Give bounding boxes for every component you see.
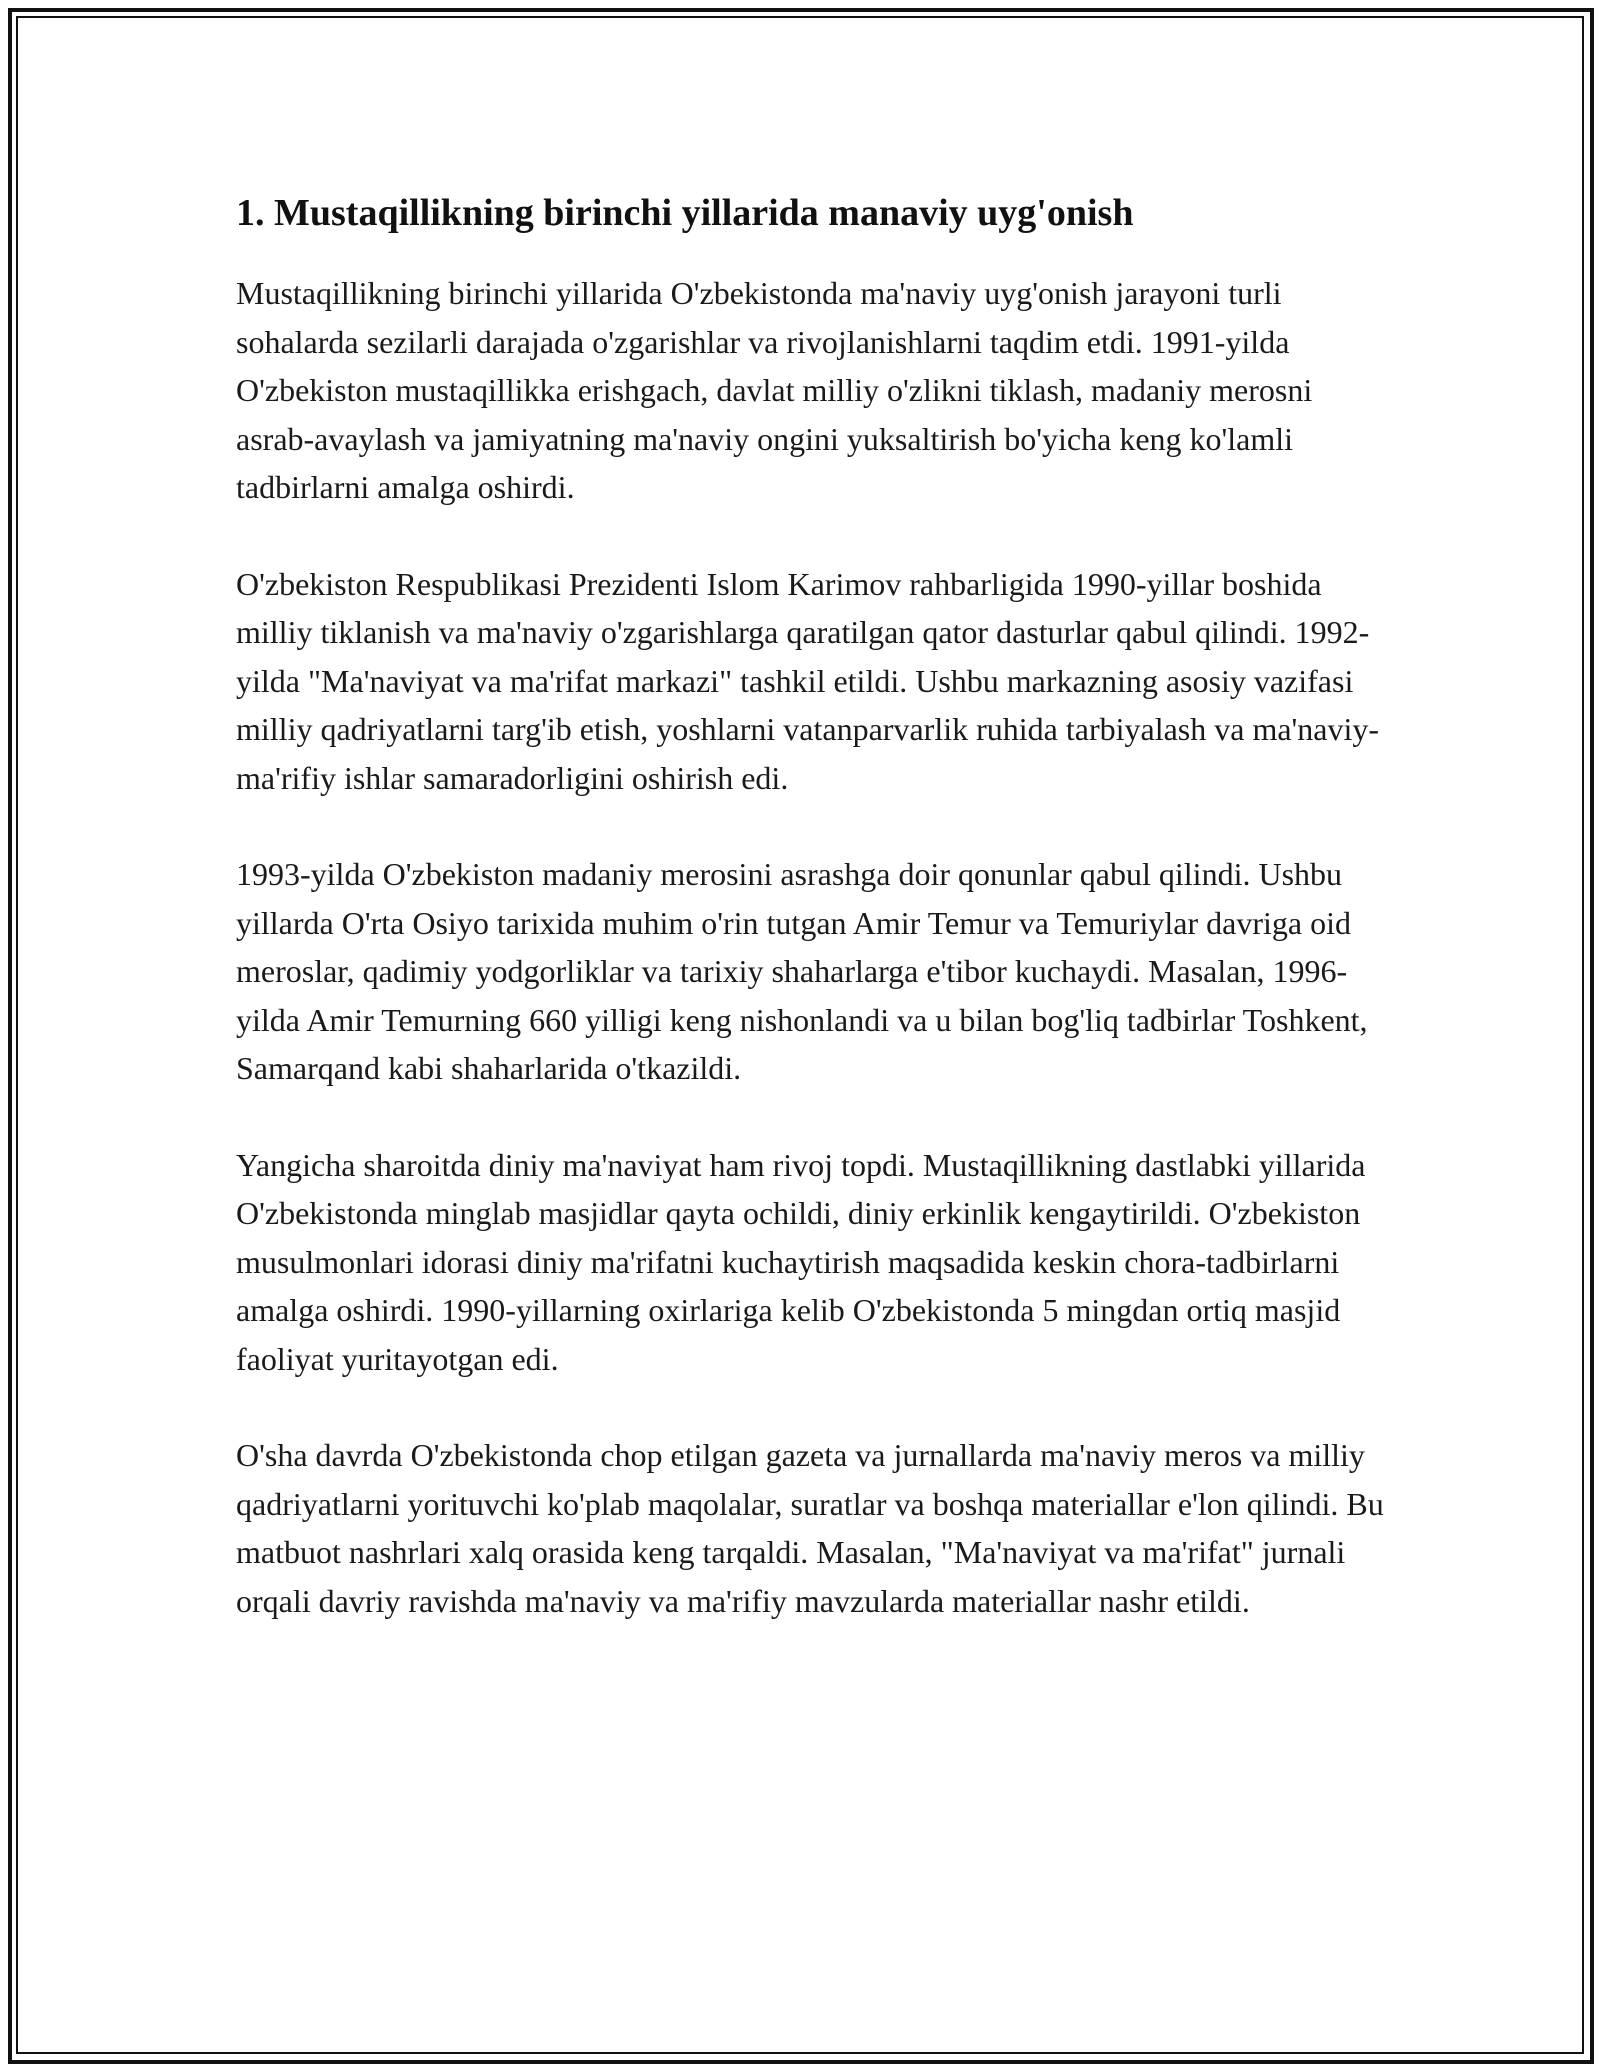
paragraph: O'sha davrda O'zbekistonda chop etilgan gazeta va jurnallarda ma'naviy meros va milliy qadriyatlarni yorituvchi ko'plab maqolalar, suratlar va boshqa materiallar e'lon qilindi. Bu matbuot nashrlari xalq orasida keng tarqaldi. Masalan, "Ma'naviyat va ma'rifat" jurnali orqali davriy ravishda ma'naviy va ma'rifiy mavzularda materiallar nashr etildi. (236, 1437, 1384, 1619)
section-heading: 1. Mustaqillikning birinchi yillarida manaviy uyg'onish (236, 192, 1134, 234)
document-body (236, 185, 1386, 1673)
paragraph: Yangicha sharoitda diniy ma'naviyat ham rivoj topdi. Mustaqillikning dastlabki yillarida O'zbekistonda minglab masjidlar qayta ochildi, diniy erkinlik kengaytirildi. O'zbekiston musulmonlari idorasi diniy ma'rifatni kuchaytirish maqsadida keskin chora-tadbirlarni amalga oshirdi. 1990-yillarning oxirlariga kelib O'zbekistonda 5 mingdan ortiq masjid faoliyat yuritayotgan edi. (236, 1146, 1366, 1377)
paragraph: O'zbekiston Respublikasi Prezidenti Islom Karimov rahbarligida 1990-yillar boshida milliy tiklanish va ma'naviy o'zgarishlarga qaratilgan qator dasturlar qabul qilindi. 1992-yilda "Ma'naviyat va ma'rifat markazi" tashkil etildi. Ushbu markazning asosiy vazifasi milliy qadriyatlarni targ'ib etish, yoshlarni vatanparvarlik ruhida tarbiyalash va ma'naviy-ma'rifiy ishlar samaradorligini oshirish edi. (236, 565, 1380, 796)
paragraph: Mustaqillikning birinchi yillarida O'zbekistonda ma'naviy uyg'onish jarayoni turli sohalarda sezilarli darajada o'zgarishlar va rivojlanishlarni taqdim etdi. 1991-yilda O'zbekiston mustaqillikka erishgach, davlat milliy o'zlikni tiklash, madaniy merosni asrab-avaylash va jamiyatning ma'naviy ongini yuksaltirish bo'yicha keng ko'lamli tadbirlarni amalga oshirdi. (236, 275, 1313, 505)
paragraph: 1993-yilda O'zbekiston madaniy merosini asrashga doir qonunlar qabul qilindi. Ushbu yillarda O'rta Osiyo tarixida muhim o'rin tutgan Amir Temur va Temuriylar davriga oid meroslar, qadimiy yodgorliklar va tarixiy shaharlarga e'tibor kuchaydi. Masalan, 1996-yilda Amir Temurning 660 yilligi keng nishonlandi va u bilan bog'liq tadbirlar Toshkent, Samarqand kabi shaharlarida o'tkazildi. (236, 856, 1368, 1086)
